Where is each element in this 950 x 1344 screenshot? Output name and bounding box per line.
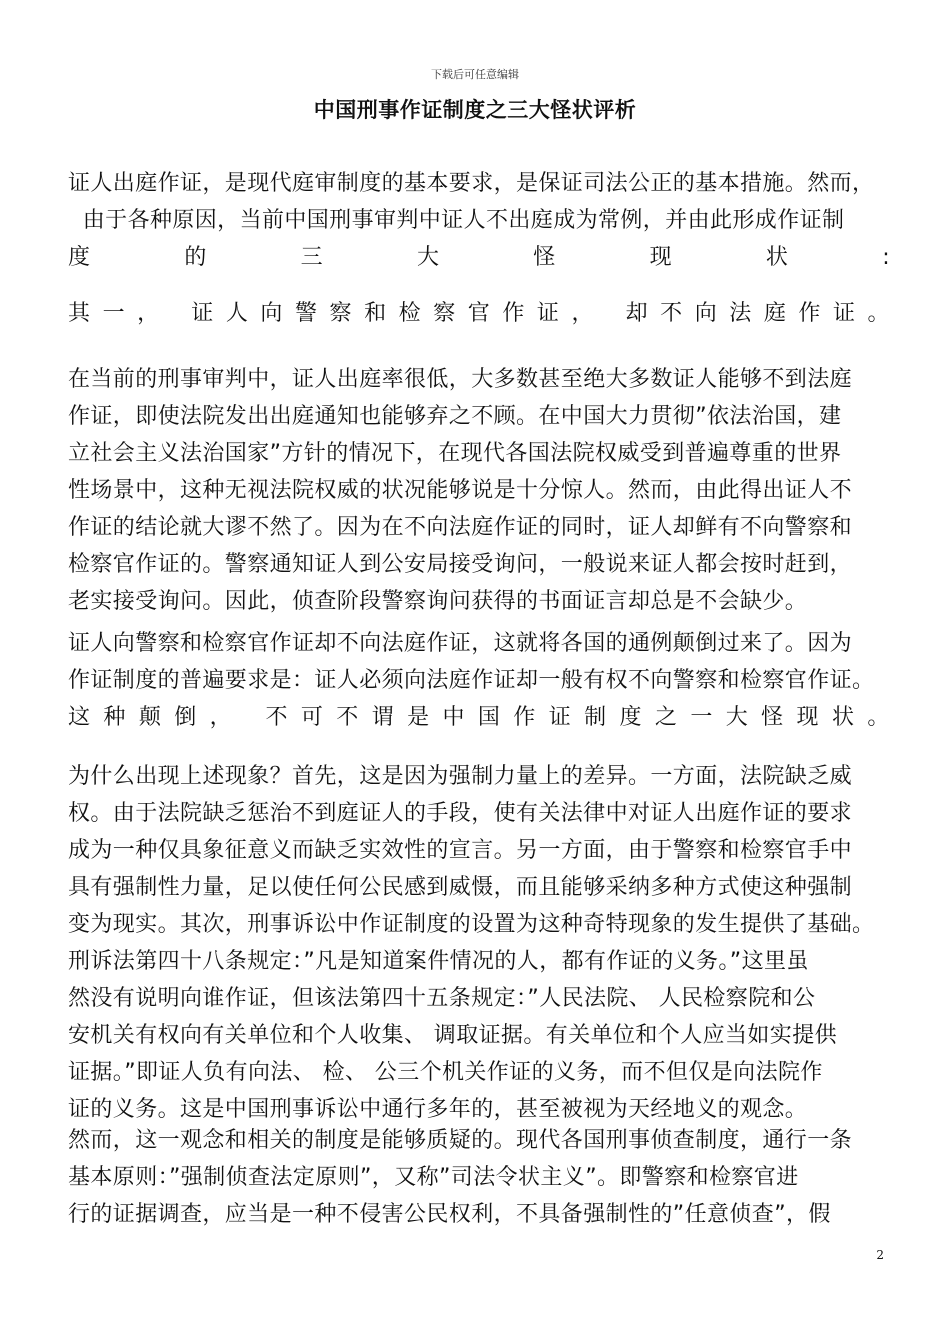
spread-char: 作 bbox=[798, 301, 821, 326]
spread-char: 不 bbox=[336, 705, 359, 730]
paragraph-line: 在当前的刑事审判中，证人出庭率很低，大多数甚至绝大多数证人能够不到法庭 bbox=[68, 367, 853, 392]
paragraph-line: 作证制度的普遍要求是：证人必须向法庭作证却一般有权不向警察和检察官作证。 bbox=[68, 668, 875, 693]
spread-char: 其 bbox=[68, 301, 91, 326]
spread-char: 的 bbox=[184, 245, 207, 270]
paragraph-line: 证人向警察和检察官作证却不向法庭作证，这就将各国的通例颠倒过来了。因为 bbox=[68, 631, 853, 656]
spread-char: 。 bbox=[867, 301, 890, 326]
paragraph-line: 证据。”即证人负有向法、 检、 公三个机关作证的义务，而不但仅是向法院作 bbox=[68, 1060, 823, 1085]
spread-char: 一 bbox=[102, 301, 125, 326]
spread-char: 这 bbox=[68, 705, 91, 730]
spread-char: 向 bbox=[694, 301, 718, 326]
spread-char: 和 bbox=[364, 301, 387, 326]
spread-char: 现 bbox=[649, 245, 672, 270]
spread-char: 检 bbox=[398, 301, 422, 326]
spread-char: 大 bbox=[416, 245, 440, 270]
spread-char: 颠 bbox=[138, 705, 162, 730]
spread-char: 向 bbox=[260, 301, 283, 326]
spread-char: 怪 bbox=[533, 245, 556, 270]
spread-char: 三 bbox=[300, 245, 324, 270]
paragraph-6 bbox=[68, 1122, 890, 1233]
spread-char: 大 bbox=[725, 705, 749, 730]
paragraph-line: 老实接受询问。因此，侦查阶段警察询问获得的书面证言却总是不会缺少。 bbox=[68, 589, 808, 614]
spread-char: 证 bbox=[832, 301, 856, 326]
spread-char: 人 bbox=[225, 301, 249, 326]
paragraph-line: 基本原则：”强制侦查法定原则”，又称”司法令状主义”。即警察和检察官进 bbox=[68, 1165, 799, 1190]
paragraph-line: 性场景中，这种无视法院权威的状况能够说是十分惊人。然而，由此得出证人不 bbox=[68, 478, 853, 503]
paragraph-1 bbox=[68, 165, 890, 276]
spread-char: 庭 bbox=[763, 301, 787, 326]
spread-char: 制 bbox=[584, 705, 607, 730]
paragraph-line: 成为一种仅具象征意义而缺乏实效性的宣言。另一方面，由于警察和检察官手中 bbox=[68, 838, 853, 863]
spread-char: 现 bbox=[796, 705, 819, 730]
spread-char bbox=[245, 699, 252, 736]
paragraph-line: 证的义务。这是中国刑事诉讼中通行多年的，甚至被视为天经地义的观念。 bbox=[68, 1097, 808, 1122]
paragraph-line: 作证，即使法院发出出庭通知也能够弃之不顾。在中国大力贯彻”依法治国，建 bbox=[68, 404, 842, 429]
spread-char: : bbox=[882, 245, 890, 270]
paragraph-4 bbox=[68, 625, 890, 736]
spread-char: 怪 bbox=[761, 705, 784, 730]
paragraph-line: 变为现实。其次，刑事诉讼中作证制度的设置为这种奇特现象的发生提供了基础。 bbox=[68, 912, 875, 937]
spread-char: 证 bbox=[191, 301, 214, 326]
paragraph-3 bbox=[68, 361, 890, 620]
spread-char: 证 bbox=[548, 705, 572, 730]
paragraph-line: 然没有说明向谁作证，但该法第四十五条规定：”人民法院、 人民检察院和公 bbox=[68, 986, 816, 1011]
spread-char: 度 bbox=[68, 245, 91, 270]
spread-char: 是 bbox=[407, 705, 430, 730]
spread-char: 。 bbox=[867, 705, 890, 730]
spread-char: 证 bbox=[536, 301, 560, 326]
spread-char: 倒 bbox=[174, 705, 197, 730]
spread-char: 作 bbox=[502, 301, 525, 326]
paragraph-line: 检察官作证的。警察通知证人到公安局接受询问，一般说来证人都会按时赶到， bbox=[68, 552, 853, 577]
paragraph-line: 证人出庭作证，是现代庭审制度的基本要求，是保证司法公正的基本措施。然而， bbox=[68, 171, 875, 196]
spread-line bbox=[68, 699, 890, 736]
paragraph-line: 具有强制性力量，足以使任何公民感到威慑，而且能够采纳多种方式使这种强制 bbox=[68, 875, 853, 900]
header-note: 下载后可任意编辑 bbox=[431, 68, 519, 81]
paragraph-line: 为什么出现上述现象？首先，这是因为强制力量上的差异。一方面，法院缺乏威 bbox=[68, 764, 853, 789]
document-title: 中国刑事作证制度之三大怪状评析 bbox=[313, 98, 637, 122]
spread-char: 之 bbox=[654, 705, 678, 730]
spread-char: ， bbox=[571, 301, 594, 326]
paragraph-line: 刑诉法第四十八条规定：”凡是知道案件情况的人，都有作证的义务。”这里虽 bbox=[68, 949, 809, 974]
paragraph-line: 作证的结论就大谬不然了。因为在不向法庭作证的同时，证人却鲜有不向警察和 bbox=[68, 515, 853, 540]
paragraph-line: 立社会主义法治国家”方针的情况下，在现代各国法院权威受到普遍尊重的世界 bbox=[68, 441, 842, 466]
spread-char: 种 bbox=[103, 705, 126, 730]
spread-char: 度 bbox=[619, 705, 642, 730]
spread-char: 官 bbox=[467, 301, 491, 326]
spread-char bbox=[172, 295, 179, 332]
spread-char: 法 bbox=[729, 301, 752, 326]
spread-char: 一 bbox=[690, 705, 713, 730]
spread-char: ， bbox=[137, 301, 160, 326]
paragraph-line: 行的证据调查，应当是一种不侵害公民权利，不具备强制性的”任意侦查”，假 bbox=[68, 1202, 831, 1227]
paragraph-5 bbox=[68, 758, 890, 1128]
spread-char: 状 bbox=[831, 705, 855, 730]
spread-char: 却 bbox=[625, 301, 648, 326]
spread-char: 可 bbox=[300, 705, 324, 730]
spread-char: 不 bbox=[265, 705, 288, 730]
spread-char bbox=[606, 295, 613, 332]
spread-char: 不 bbox=[660, 301, 683, 326]
paragraph-line: 权。由于法院缺乏惩治不到庭证人的手段，使有关法律中对证人出庭作证的要求 bbox=[68, 801, 853, 826]
spread-char: 谓 bbox=[371, 705, 395, 730]
spread-char: 警 bbox=[294, 301, 318, 326]
paragraph-line: 然而，这一观念和相关的制度是能够质疑的。现代各国刑事侦查制度，通行一条 bbox=[68, 1128, 853, 1153]
spread-line bbox=[68, 239, 890, 276]
paragraph-line: 由于各种原因，当前中国刑事审判中证人不出庭成为常例，并由此形成作证制 bbox=[68, 208, 845, 233]
spread-char: 中 bbox=[442, 705, 465, 730]
spread-char: 状 bbox=[765, 245, 789, 270]
paragraph-2 bbox=[68, 295, 890, 332]
spread-char: ， bbox=[209, 705, 233, 730]
spread-char: 察 bbox=[329, 301, 352, 326]
spread-line bbox=[68, 295, 890, 332]
paragraph-line: 安机关有权向有关单位和个人收集、 调取证据。有关单位和个人应当如实提供 bbox=[68, 1023, 837, 1048]
spread-char: 作 bbox=[513, 705, 536, 730]
spread-char: 察 bbox=[433, 301, 456, 326]
spread-char: 国 bbox=[477, 705, 501, 730]
page-number: 2 bbox=[876, 1248, 884, 1262]
